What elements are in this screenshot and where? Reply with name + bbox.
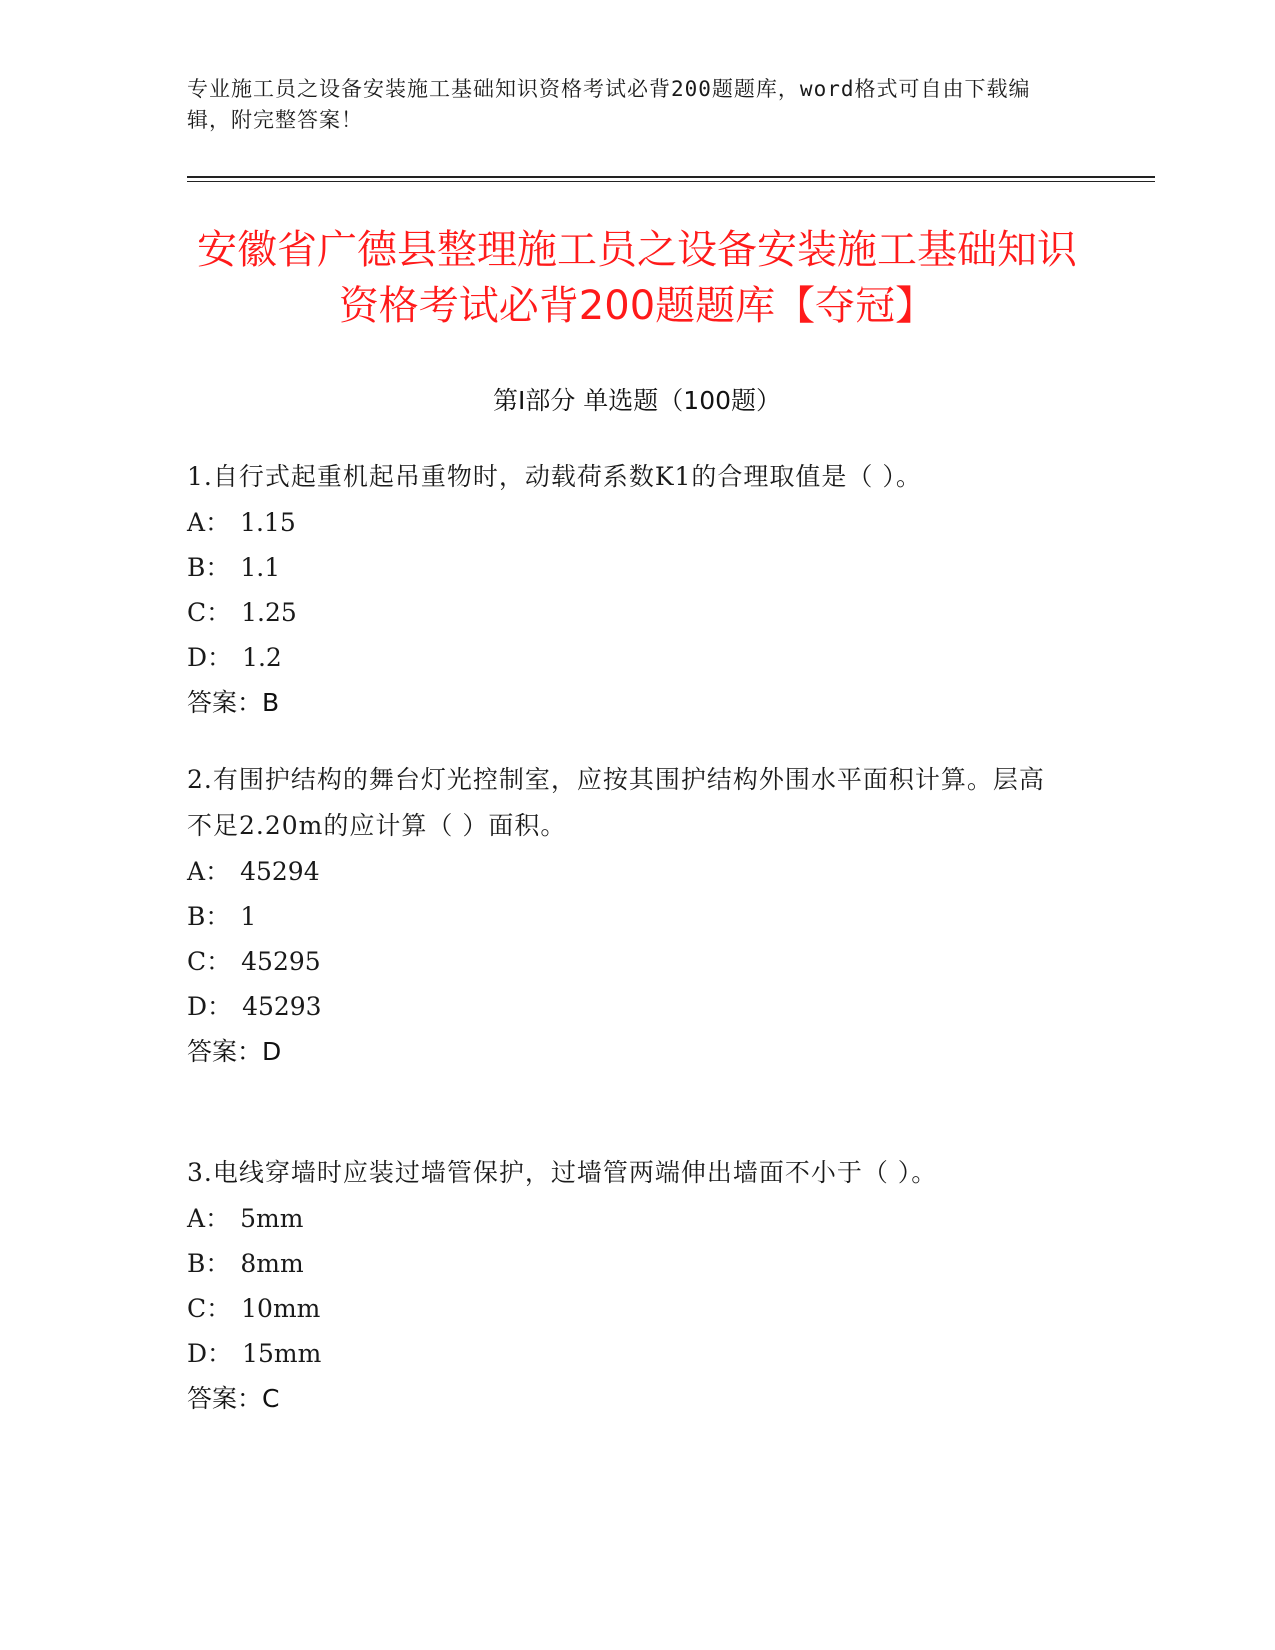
- option-text: 45294: [240, 857, 320, 886]
- header-note: 专业施工员之设备安装施工基础知识资格考试必背200题题库，word格式可自由下载编辑，附完整答案！: [187, 77, 1031, 132]
- option-separator: ：: [205, 902, 231, 931]
- option-text: 1.25: [241, 598, 297, 627]
- option-separator: ：: [205, 1204, 231, 1233]
- option-letter: C: [187, 947, 207, 976]
- section-heading: 第I部分 单选题（100题）: [492, 386, 782, 415]
- question-block: [187, 454, 1067, 725]
- option-letter: C: [187, 1294, 207, 1323]
- option-d: [187, 1331, 1067, 1376]
- option-letter: A: [187, 508, 206, 537]
- option-letter: B: [187, 553, 206, 582]
- option-letter: A: [187, 857, 206, 886]
- document-title: 安徽省广德县整理施工员之设备安装施工基础知识资格考试必背200题题库【夺冠】: [197, 227, 1077, 329]
- option-separator: ：: [207, 992, 233, 1021]
- option-d: [187, 635, 1067, 680]
- question-stem: 3.电线穿墙时应装过墙管保护，过墙管两端伸出墙面不小于（ ）。: [187, 1158, 938, 1187]
- question-block: [187, 757, 1067, 1074]
- option-letter: D: [187, 643, 208, 672]
- option-separator: ：: [205, 553, 231, 582]
- option-separator: ：: [205, 857, 231, 886]
- option-text: 45293: [242, 992, 322, 1021]
- option-b: [187, 894, 1067, 939]
- option-d: [187, 984, 1067, 1029]
- question-block: [187, 1150, 1067, 1421]
- answer-value: B: [262, 688, 280, 717]
- question-stem: 1.自行式起重机起吊重物时，动载荷系数K1的合理取值是（ ）。: [187, 462, 922, 491]
- option-letter: B: [187, 1249, 206, 1278]
- answer-prefix: 答案：: [187, 1384, 263, 1413]
- answer-prefix: 答案：: [187, 688, 263, 717]
- option-text: 1.1: [240, 553, 281, 582]
- option-letter: B: [187, 902, 206, 931]
- option-c: [187, 939, 1067, 984]
- option-text: 8mm: [240, 1249, 304, 1278]
- option-text: 5mm: [240, 1204, 304, 1233]
- header-divider-thick: [187, 176, 1155, 178]
- answer-value: D: [262, 1037, 282, 1066]
- option-letter: D: [187, 1339, 208, 1368]
- option-a: [187, 500, 1067, 545]
- answer-line: [187, 1029, 1067, 1074]
- answer-line: [187, 1376, 1067, 1421]
- option-separator: ：: [205, 508, 231, 537]
- option-text: 15mm: [242, 1339, 322, 1368]
- option-separator: ：: [206, 947, 232, 976]
- option-separator: ：: [205, 1249, 231, 1278]
- answer-line: [187, 680, 1067, 725]
- option-letter: A: [187, 1204, 206, 1233]
- header-divider-thin: [187, 181, 1155, 182]
- option-c: [187, 590, 1067, 635]
- option-separator: ：: [206, 1294, 232, 1323]
- answer-prefix: 答案：: [187, 1037, 263, 1066]
- option-a: [187, 849, 1067, 894]
- option-b: [187, 1241, 1067, 1286]
- option-text: 10mm: [241, 1294, 321, 1323]
- option-b: [187, 545, 1067, 590]
- option-separator: ：: [207, 1339, 233, 1368]
- question-stem: 2.有围护结构的舞台灯光控制室，应按其围护结构外围水平面积计算。层高不足2.20m的应计算（ ）面积。: [187, 765, 1045, 840]
- option-text: 1: [240, 902, 257, 931]
- answer-value: C: [262, 1384, 280, 1413]
- option-text: 45295: [241, 947, 321, 976]
- option-letter: C: [187, 598, 207, 627]
- option-separator: ：: [207, 643, 233, 672]
- option-text: 1.15: [240, 508, 296, 537]
- option-c: [187, 1286, 1067, 1331]
- option-letter: D: [187, 992, 208, 1021]
- option-a: [187, 1196, 1067, 1241]
- option-text: 1.2: [242, 643, 282, 672]
- option-separator: ：: [206, 598, 232, 627]
